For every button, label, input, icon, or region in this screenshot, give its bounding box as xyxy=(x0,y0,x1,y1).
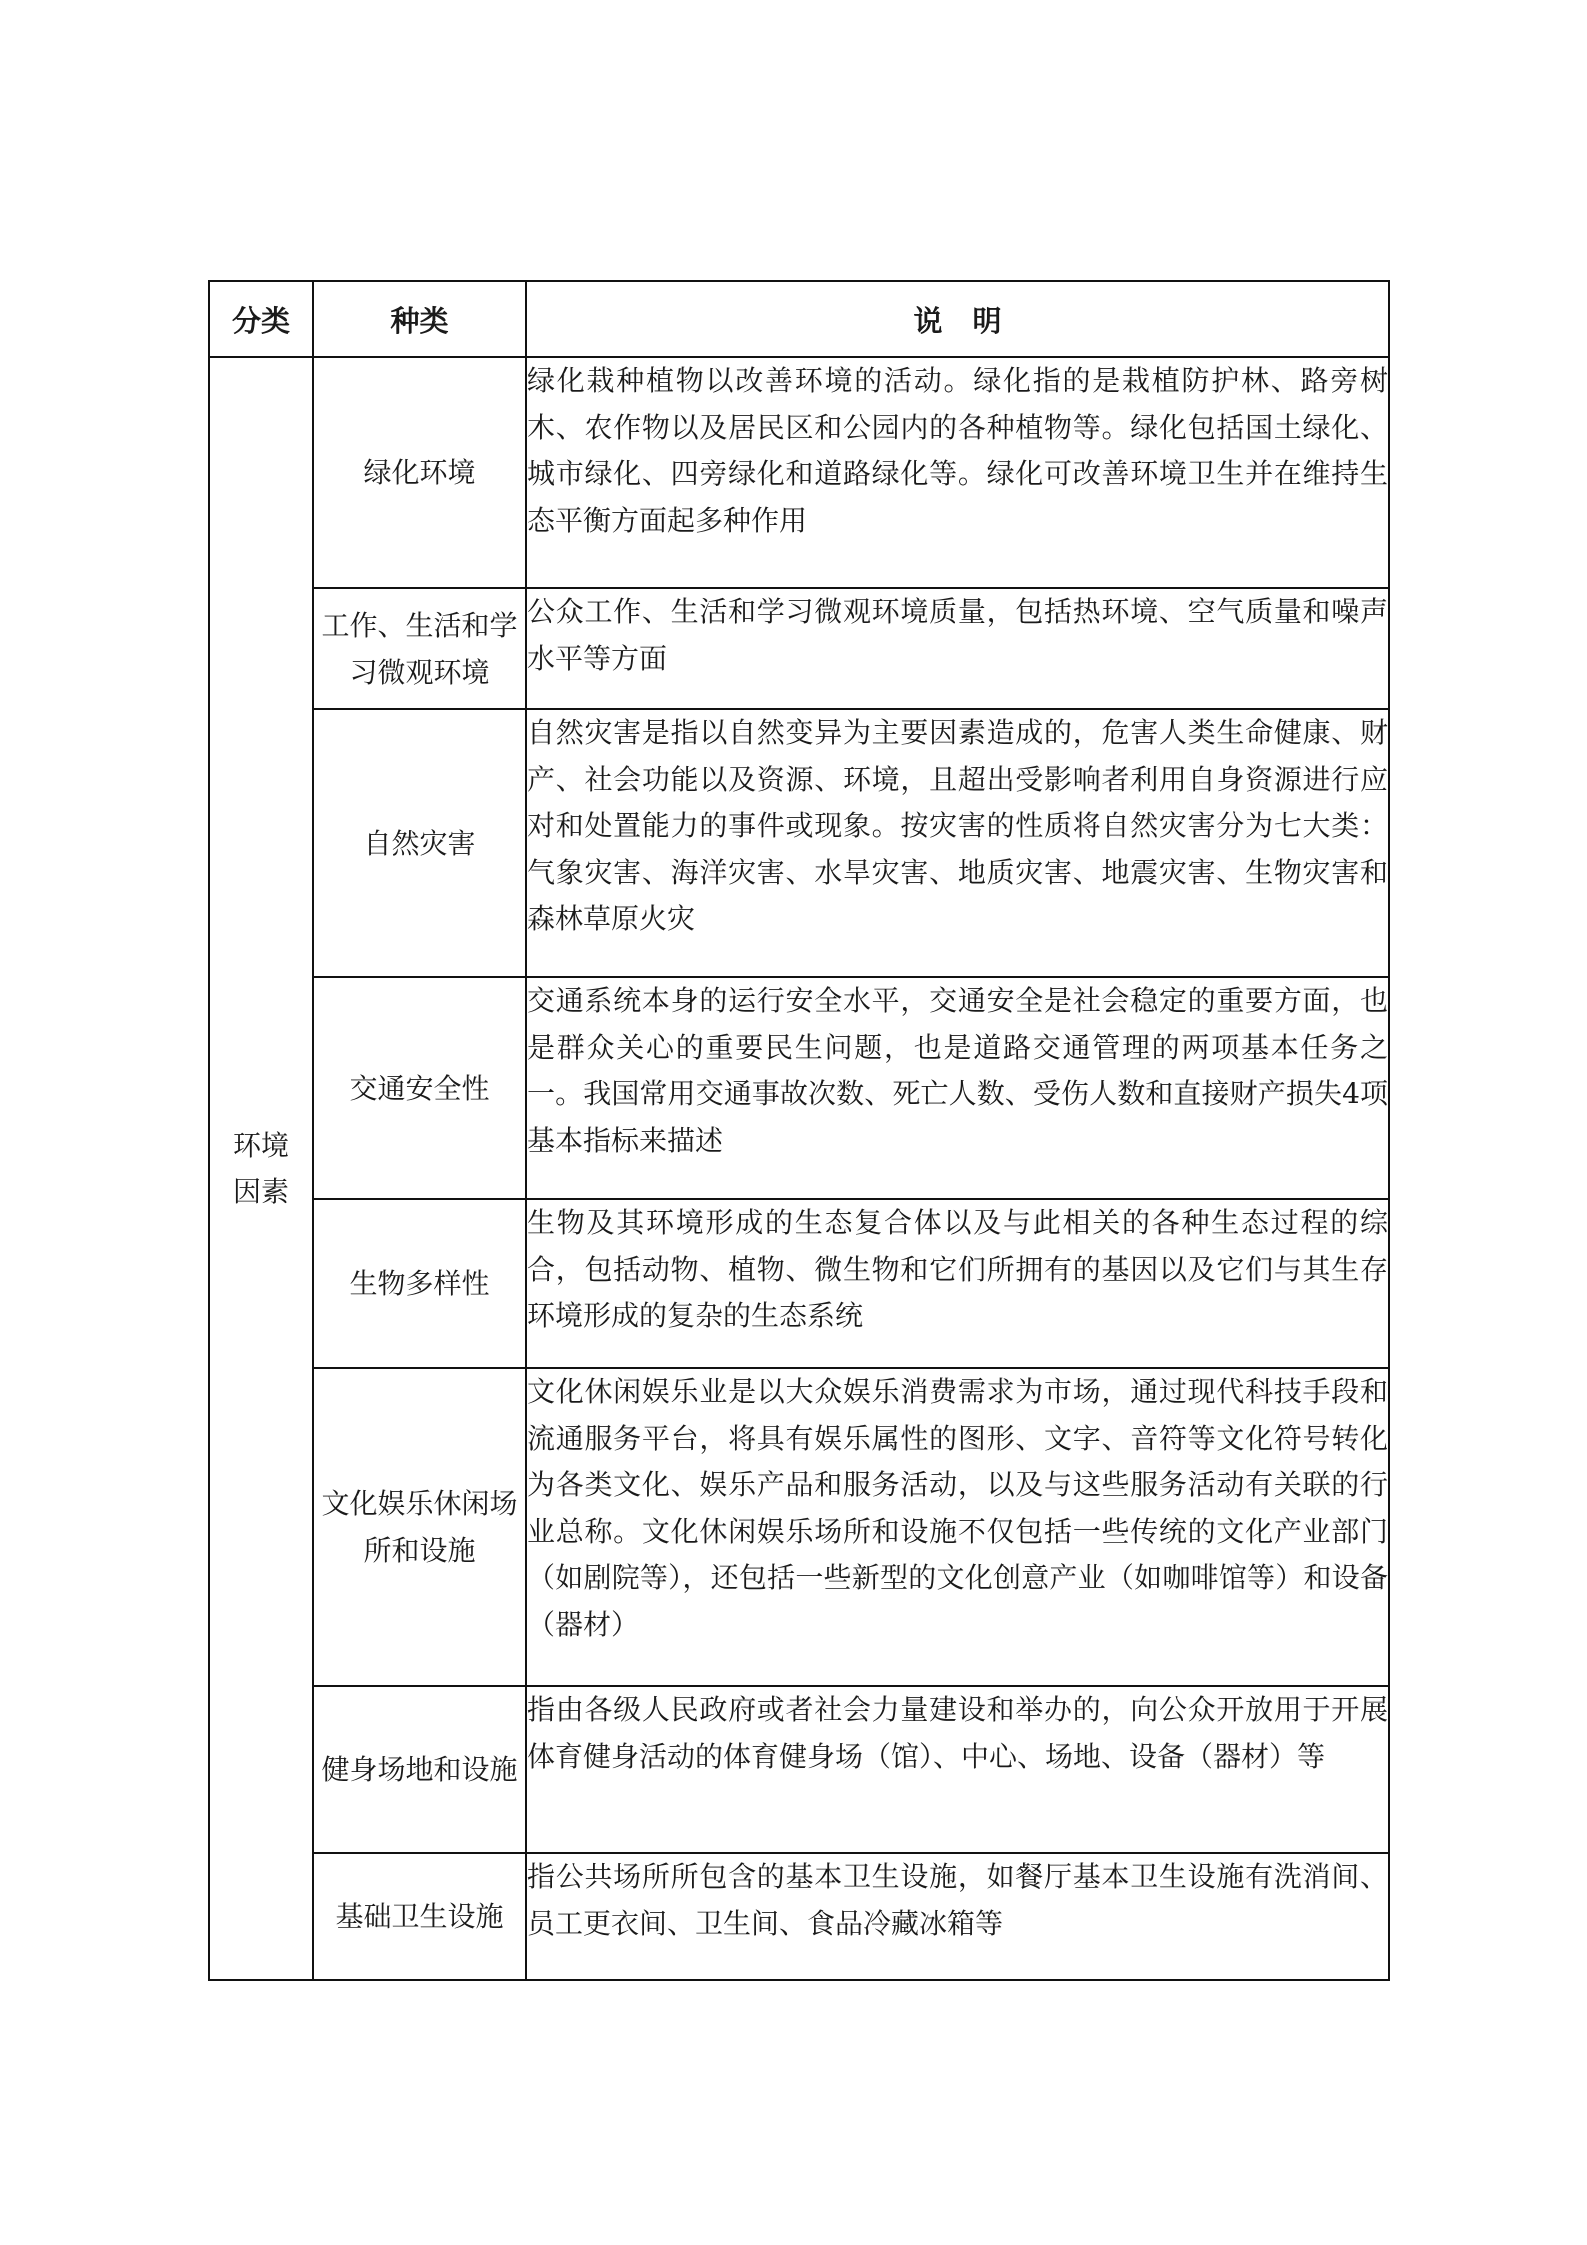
description-cell: 自然灾害是指以自然变异为主要因素造成的，危害人类生命健康、财产、社会功能以及资源、环境，且超出受影响者利用自身资源进行应对和处置能力的事件或现象。按灾害的性质将自然灾害分为七大类：气象灾害、海洋灾害、水旱灾害、地质灾害、地震灾害、生物灾害和森林草原火灾 xyxy=(526,709,1389,977)
description-cell: 指由各级人民政府或者社会力量建设和举办的，向公众开放用于开展体育健身活动的体育健身场（馆）、中心、场地、设备（器材）等 xyxy=(526,1686,1389,1853)
table-row xyxy=(209,1686,1389,1853)
table-row xyxy=(209,977,1389,1199)
table-row xyxy=(209,709,1389,977)
description-cell: 交通系统本身的运行安全水平，交通安全是社会稳定的重要方面，也是群众关心的重要民生问题，也是道路交通管理的两项基本任务之一。我国常用交通事故次数、死亡人数、受伤人数和直接财产损失4项基本指标来描述 xyxy=(526,977,1389,1199)
description-cell: 公众工作、生活和学习微观环境质量，包括热环境、空气质量和噪声水平等方面 xyxy=(526,588,1389,709)
table-row xyxy=(209,1853,1389,1980)
table-row xyxy=(209,588,1389,709)
kind-cell: 自然灾害 xyxy=(313,709,526,977)
header-kind: 种类 xyxy=(313,281,526,357)
header-description-text: 说明 xyxy=(913,303,1032,338)
table-row xyxy=(209,1368,1389,1686)
description-cell: 生物及其环境形成的生态复合体以及与此相关的各种生态过程的综合，包括动物、植物、微生物和它们所拥有的基因以及它们与其生存环境形成的复杂的生态系统 xyxy=(526,1199,1389,1368)
category-cell xyxy=(209,357,313,1980)
table-row xyxy=(209,1199,1389,1368)
header-description xyxy=(526,281,1389,357)
kind-cell: 生物多样性 xyxy=(313,1199,526,1368)
kind-cell: 绿化环境 xyxy=(313,357,526,588)
kind-cell: 文化娱乐休闲场所和设施 xyxy=(313,1368,526,1686)
description-cell: 文化休闲娱乐业是以大众娱乐消费需求为市场，通过现代科技手段和流通服务平台，将具有娱乐属性的图形、文字、音符等文化符号转化为各类文化、娱乐产品和服务活动，以及与这些服务活动有关联的行业总称。文化休闲娱乐场所和设施不仅包括一些传统的文化产业部门（如剧院等），还包括一些新型的文化创意产业（如咖啡馆等）和设备（器材） xyxy=(526,1368,1389,1686)
description-cell: 指公共场所所包含的基本卫生设施，如餐厅基本卫生设施有洗消间、员工更衣间、卫生间、食品冷藏冰箱等 xyxy=(526,1853,1389,1980)
kind-cell: 基础卫生设施 xyxy=(313,1853,526,1980)
kind-cell: 健身场地和设施 xyxy=(313,1686,526,1853)
description-cell: 绿化栽种植物以改善环境的活动。绿化指的是栽植防护林、路旁树木、农作物以及居民区和公园内的各种植物等。绿化包括国土绿化、城市绿化、四旁绿化和道路绿化等。绿化可改善环境卫生并在维持生态平衡方面起多种作用 xyxy=(526,357,1389,588)
category-label: 环境因素 xyxy=(232,1128,289,1208)
header-category: 分类 xyxy=(209,281,313,357)
kind-cell: 交通安全性 xyxy=(313,977,526,1199)
table-header-row xyxy=(209,281,1389,357)
kind-cell: 工作、生活和学习微观环境 xyxy=(313,588,526,709)
table-row xyxy=(209,357,1389,588)
environment-factors-table xyxy=(208,280,1390,1981)
